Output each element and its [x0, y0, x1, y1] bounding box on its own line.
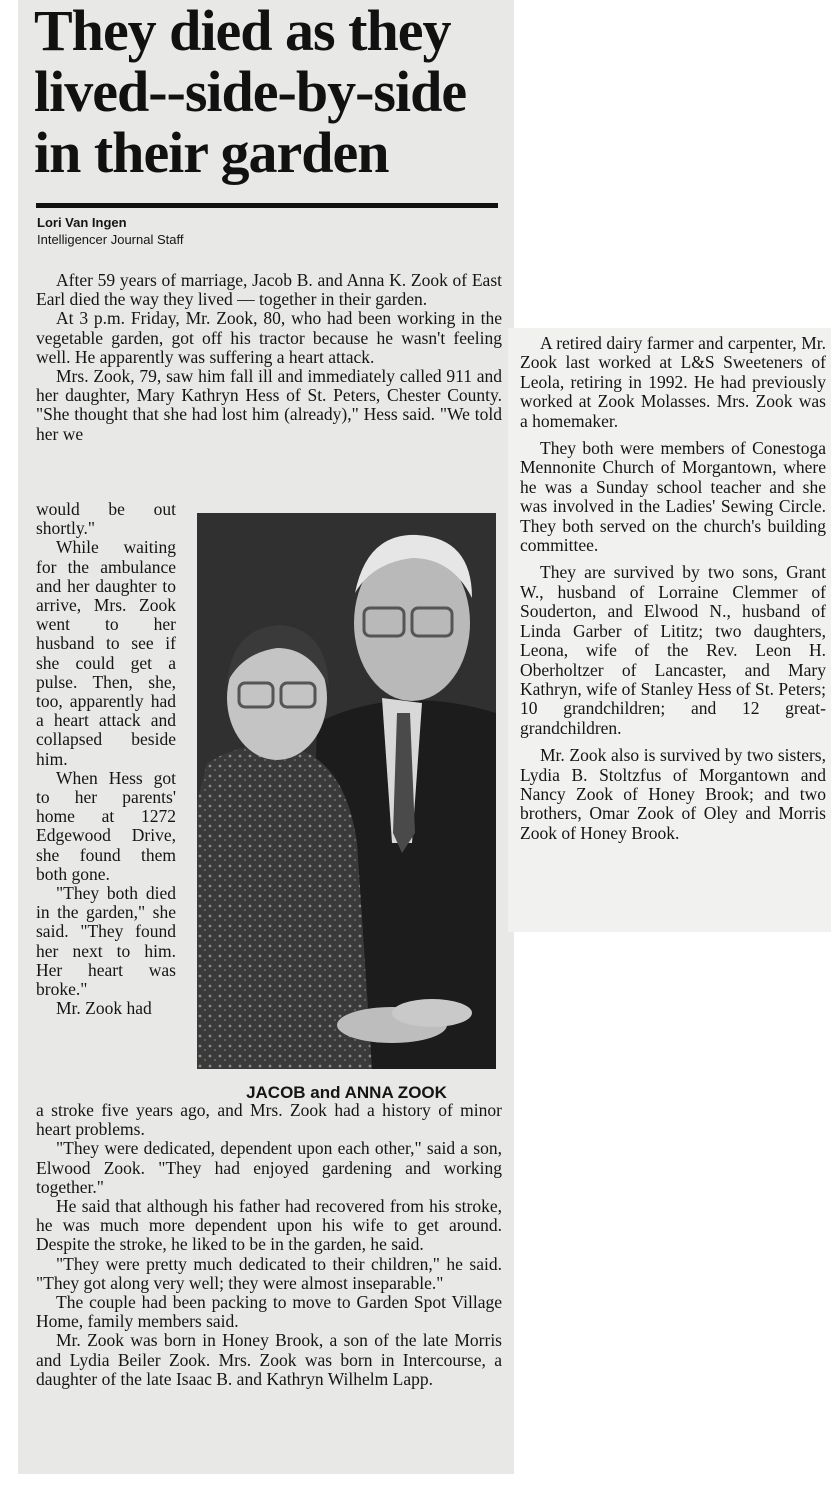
- narrow-paragraph: While waiting for the ambulance and her daughter to arrive, Mrs. Zook went to her husband to see if she could get a pulse. Then, she, too, apparently had a heart attack and collapsed beside him.: [36, 537, 176, 769]
- bottom-paragraph: "They were pretty much dedicated to their children," he said. "They got along very well; they were almost inseparable.": [36, 1253, 502, 1293]
- bottom-paragraph: a stroke five years ago, and Mrs. Zook had a history of minor heart problems.: [36, 1100, 502, 1140]
- intro-paragraph: At 3 p.m. Friday, Mr. Zook, 80, who had been working in the vegetable garden, got off his tractor because he wasn't feeling well. He apparently was suffering a heart attack.: [36, 308, 502, 367]
- right-column: [520, 334, 826, 851]
- narrow-paragraph: When Hess got to her parents' home at 1272 Edgewood Drive, she found them both gone.: [36, 767, 176, 884]
- byline-org: Intelligencer Journal Staff: [37, 232, 184, 247]
- narrow-paragraph: would be out shortly.": [36, 499, 176, 539]
- narrow-paragraph: Mr. Zook had: [56, 998, 152, 1019]
- bottom-paragraph: The couple had been packing to move to Garden Spot Village Home, family members said.: [36, 1292, 502, 1332]
- couple-photo: [197, 513, 496, 1069]
- byline: [37, 214, 183, 248]
- right-paragraph: Mr. Zook also is survived by two sisters, Lydia B. Stoltzfus of Morgantown and Nancy Zook of Honey Brook; and two brothers, Omar Zook of Oley and Morris Zook of Honey Brook.: [520, 745, 826, 843]
- bottom-paragraph: "They were dedicated, dependent upon each other," said a son, Elwood Zook. "They had enjoyed gardening and working together.": [36, 1138, 502, 1197]
- byline-name: Lori Van Ingen: [37, 215, 127, 230]
- right-paragraph: They are survived by two sons, Grant W., husband of Lorraine Clemmer of Souderton, and Elwood N., husband of Linda Garber of Lititz; two daughters, Leona, wife of the Rev. Leon H. Oberholtzer of Lancaster, and Mary Kathryn, wife of Stanley Hess of St. Peters; 10 grandchildren; and 12 great-grandchildren.: [520, 562, 826, 738]
- right-paragraph: A retired dairy farmer and carpenter, Mr. Zook last worked at L&S Sweeteners of Leola, retiring in 1992. He had previously worked at Zook Molasses. Mrs. Zook was a homemaker.: [520, 333, 826, 431]
- bottom-paragraph: Mr. Zook was born in Honey Brook, a son of the late Morris and Lydia Beiler Zook. Mrs. Zook was born in Intercourse, a daughter of the late Isaac B. and Kathryn Wilhelm Lapp.: [36, 1330, 502, 1389]
- photo-caption: JACOB and ANNA ZOOK: [246, 1083, 447, 1102]
- right-paragraph: They both were members of Conestoga Mennonite Church of Morgantown, where he was a Sunday school teacher and she was involved in the Ladies' Sewing Circle. They both served on the church's building committee.: [520, 438, 826, 556]
- headline-rule: [36, 203, 498, 208]
- bottom-column: [36, 1101, 502, 1389]
- intro-column: [36, 271, 502, 444]
- headline: They died as they lived--side-by-side in their garden: [34, 0, 467, 185]
- narrow-paragraph: "They both died in the garden," she said. "They found her next to him. Her heart was broke.": [36, 883, 176, 1000]
- intro-paragraph: After 59 years of marriage, Jacob B. and Anna K. Zook of East Earl died the way they lived — together in their garden.: [36, 270, 502, 310]
- bottom-paragraph: He said that although his father had recovered from his stroke, he was much more dependent upon his wife to get around. Despite the stroke, he liked to be in the garden, he said.: [36, 1196, 502, 1255]
- narrow-column: [36, 500, 176, 1018]
- intro-paragraph: Mrs. Zook, 79, saw him fall ill and immediately called 911 and her daughter, Mary Kathryn Hess of St. Peters, Chester County. "She thought that she had lost him (already)," Hess said. "We told her we: [36, 366, 502, 444]
- couple-photo-illustration: [197, 513, 496, 1069]
